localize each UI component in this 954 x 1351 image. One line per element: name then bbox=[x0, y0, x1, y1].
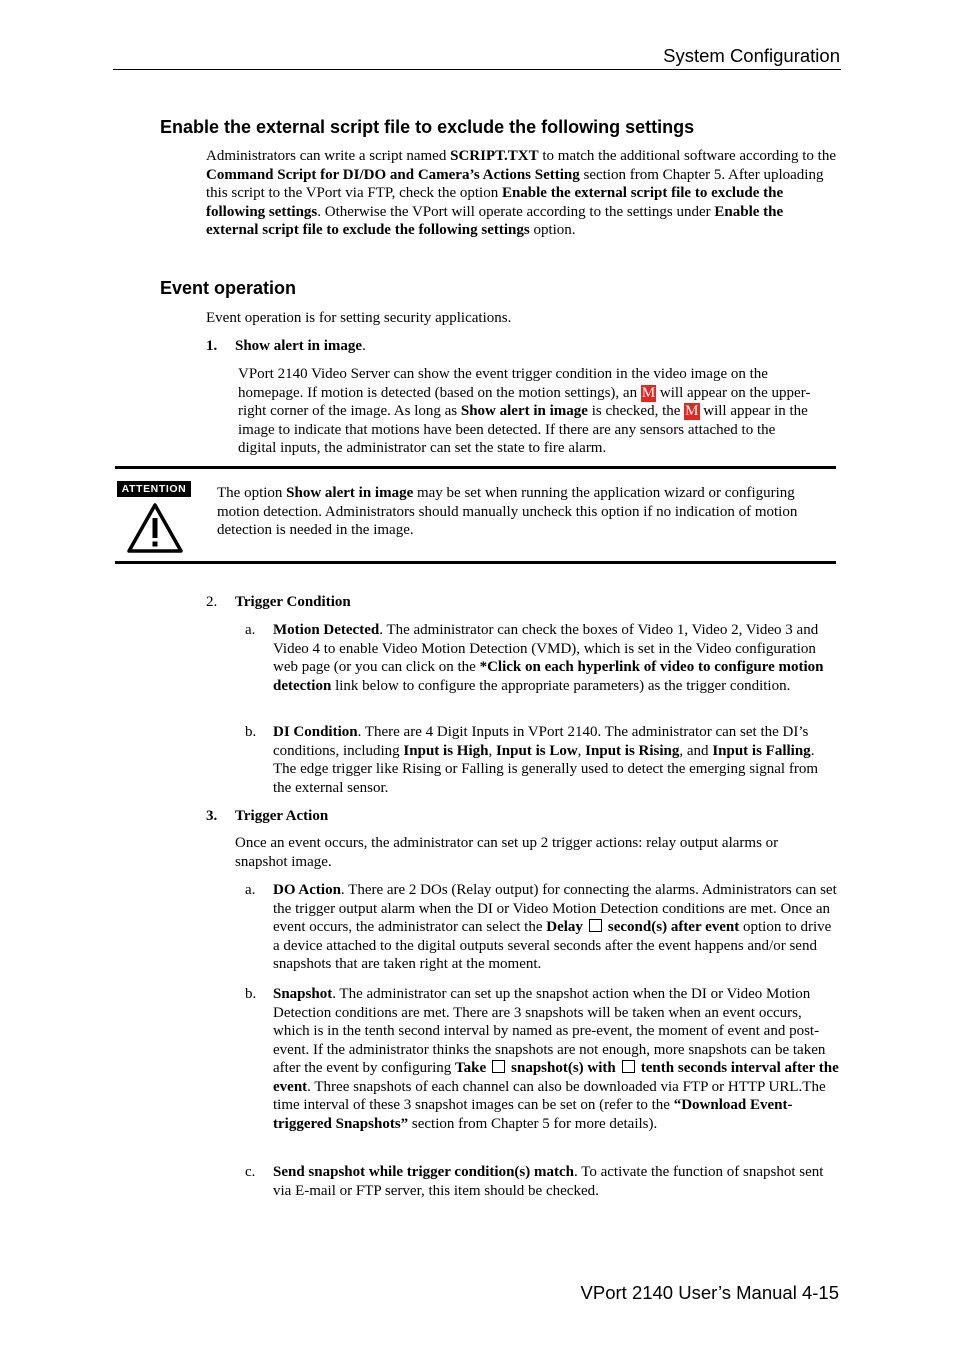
item3c-label: c. bbox=[245, 1164, 256, 1180]
event-intro: Event operation is for setting security applications. bbox=[206, 310, 512, 326]
item1-title: Show alert in image. bbox=[235, 338, 366, 354]
warning-triangle-icon bbox=[126, 502, 184, 554]
take-checkbox-icon bbox=[492, 1060, 505, 1073]
item3-number: 3. bbox=[206, 808, 218, 824]
item3b-label: b. bbox=[245, 986, 257, 1002]
item2a-paragraph: Motion Detected. The administrator can check the boxes of Video 1, Video 2, Video 3 and Video 4 to enable Video Motion Detection (VMD), which is set in the Video configuration web page (or you can click on the *Click on each hyperlink of video to configure motion detection link below to configure the appropriate parameters) as the trigger condition. bbox=[273, 622, 824, 694]
interval-checkbox-icon bbox=[622, 1060, 635, 1073]
item2-title: Trigger Condition bbox=[235, 594, 351, 610]
header-rule bbox=[113, 69, 841, 70]
item2-number: 2. bbox=[206, 594, 218, 610]
item3-intro: Once an event occurs, the administrator can set up 2 trigger actions: relay output alarms or snapshot image. bbox=[235, 835, 779, 870]
alert-m-badge: M bbox=[685, 403, 699, 419]
attention-paragraph: The option Show alert in image may be set when running the application wizard or configuring motion detection. Administrators should manually uncheck this option if no indication of motion detection is needed in the image. bbox=[217, 485, 798, 538]
item3a-label: a. bbox=[245, 882, 256, 898]
attention-top-rule bbox=[115, 466, 836, 469]
item3b-paragraph: Snapshot. The administrator can set up the snapshot action when the DI or Video Motion Detection conditions are met. There are 3 snapshots will be taken when an event occurs, which is in the tenth second interval by named as pre-event, the moment of event and post-event. If the administrator thinks the snapshots are not enough, more snapshots can be taken after the event by configuring Take snapshot(s) with tenth seconds interval after the event. Three snapshots of each channel can also be downloaded via FTP or HTTP URL.The time interval of these 3 snapshot images can be set on (refer to the “Download Event-triggered Snapshots” section from Chapter 5 for more details). bbox=[273, 986, 839, 1132]
item3-title: Trigger Action bbox=[235, 808, 329, 824]
item3c-paragraph: Send snapshot while trigger condition(s) match. To activate the function of snapshot sent via E-mail or FTP server, this item should be checked. bbox=[273, 1164, 824, 1199]
item3a-paragraph: DO Action. There are 2 DOs (Relay output) for connecting the alarms. Administrators can set the trigger output alarm when the DI or Video Motion Detection conditions are met. Once an event occurs, the administrator can select the Delay second(s) after event option to drive a device attached to the digital outputs several seconds after the event happens and/or send snapshots that are taken right at the moment. bbox=[273, 882, 837, 972]
delay-checkbox-icon bbox=[589, 919, 602, 932]
page-header-title: System Configuration bbox=[663, 45, 840, 66]
section-heading-event: Event operation bbox=[160, 278, 297, 298]
item2b-label: b. bbox=[245, 724, 257, 740]
item2a-label: a. bbox=[245, 622, 256, 638]
item2b-paragraph: DI Condition. There are 4 Digit Inputs in VPort 2140. The administrator can set the DI’s conditions, including Input is High, Input is Low, Input is Rising, and Input is Falling. The edge trigger like Rising or Falling is generally used to detect the emerging signal from the external sensor. bbox=[273, 724, 819, 796]
page-footer: VPort 2140 User’s Manual 4-15 bbox=[580, 1282, 839, 1303]
attention-bottom-rule bbox=[115, 561, 836, 564]
item1-number: 1. bbox=[206, 338, 218, 354]
section-script-paragraph: Administrators can write a script named SCRIPT.TXT to match the additional software according to the Command Script for DI/DO and Camera’s Actions Setting section from Chapter 5. After uploading this script to the VPort via FTP, check the option Enable the external script file to exclude the following settings. Otherwise the VPort will operate according to the settings under Enable the external script file to exclude the following settings option. bbox=[206, 148, 837, 238]
alert-m-badge: M bbox=[641, 384, 656, 401]
item1-paragraph: VPort 2140 Video Server can show the event trigger condition in the video image on the homepage. If motion is detected (based on the motion settings), an M will appear on the upper-right corner of the image. As long as Show alert in image is checked, the M will appear in the image to indicate that motions have been detected. If there are any sensors attached to the digital inputs, the administrator can set the state to fire alarm. bbox=[238, 366, 811, 456]
section-heading-script: Enable the external script file to exclude the following settings bbox=[160, 117, 695, 137]
attention-badge: ATTENTION bbox=[117, 481, 191, 497]
